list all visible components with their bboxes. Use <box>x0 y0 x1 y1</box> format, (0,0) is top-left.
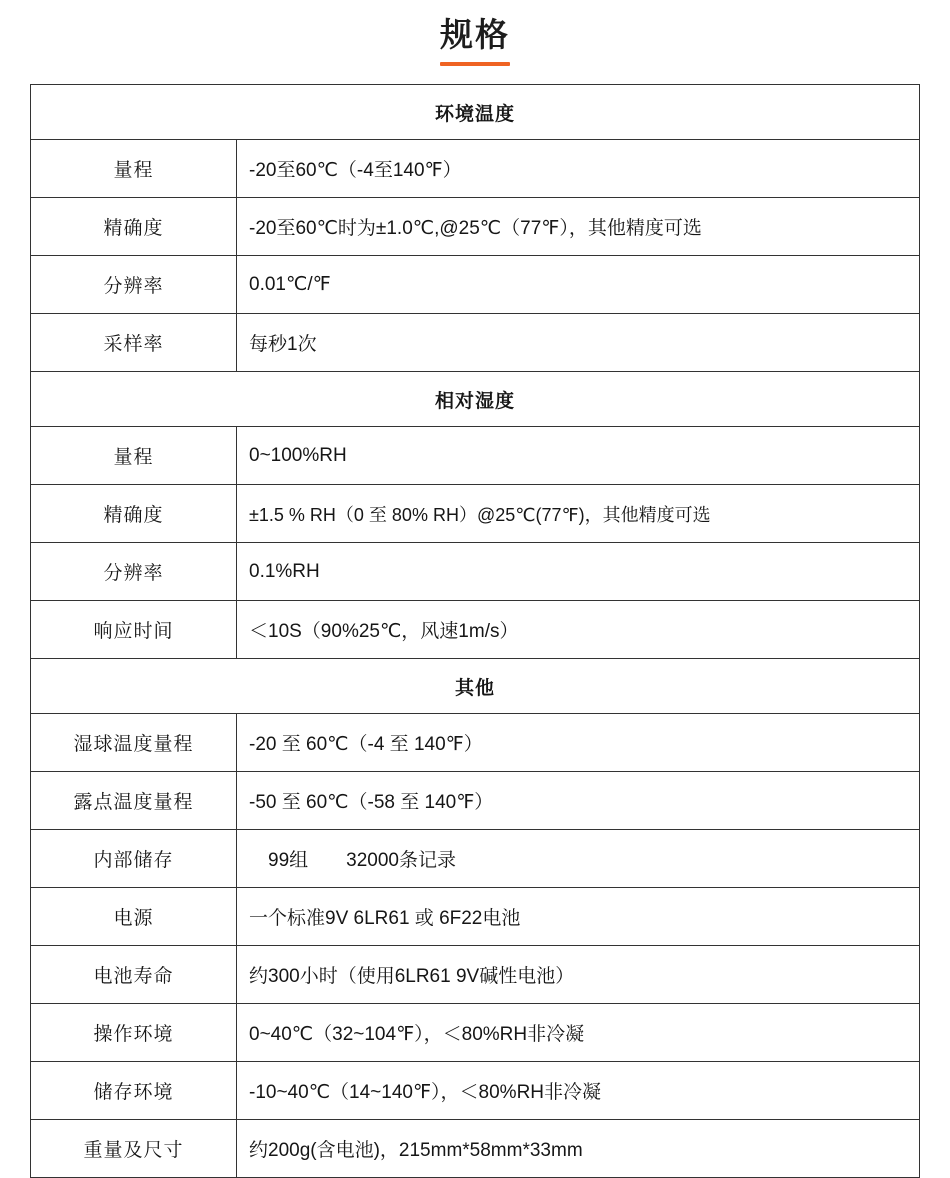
row-value: 一个标准9V 6LR61 或 6F22电池 <box>237 888 920 946</box>
table-row <box>31 198 920 256</box>
row-value: 0.1%RH <box>237 543 920 601</box>
section-header-row <box>31 85 920 140</box>
row-value: ±1.5 % RH（0 至 80% RH）@25℃(77℉)，其他精度可选 <box>237 485 920 543</box>
table-row <box>31 140 920 198</box>
section-header-row <box>31 372 920 427</box>
row-label: 操作环境 <box>31 1004 237 1062</box>
row-label: 分辨率 <box>31 543 237 601</box>
row-label: 量程 <box>31 140 237 198</box>
specifications-table <box>30 84 920 1178</box>
row-label: 量程 <box>31 427 237 485</box>
row-value: 0~100%RH <box>237 427 920 485</box>
row-value: 约200g(含电池)，215mm*58mm*33mm <box>237 1120 920 1178</box>
row-value: 约300小时（使用6LR61 9V碱性电池） <box>237 946 920 1004</box>
page-title: 规格 <box>440 16 510 53</box>
table-row <box>31 314 920 372</box>
row-label: 重量及尺寸 <box>31 1120 237 1178</box>
row-label: 电池寿命 <box>31 946 237 1004</box>
row-value: -10~40℃（14~140℉），＜80%RH非冷凝 <box>237 1062 920 1120</box>
table-row <box>31 888 920 946</box>
section-heading: 环境温度 <box>31 85 920 140</box>
table-row <box>31 543 920 601</box>
title-underline <box>440 62 510 66</box>
row-label: 采样率 <box>31 314 237 372</box>
table-row <box>31 1120 920 1178</box>
section-heading: 其他 <box>31 659 920 714</box>
section-header-row <box>31 659 920 714</box>
row-label: 湿球温度量程 <box>31 714 237 772</box>
row-value: -20至60℃（-4至140℉） <box>237 140 920 198</box>
row-label: 分辨率 <box>31 256 237 314</box>
page-title-block <box>0 0 950 70</box>
row-value: -50 至 60℃（-58 至 140℉） <box>237 772 920 830</box>
row-value: 99组 32000条记录 <box>237 830 920 888</box>
row-label: 露点温度量程 <box>31 772 237 830</box>
row-value: 0.01℃/℉ <box>237 256 920 314</box>
row-label: 精确度 <box>31 198 237 256</box>
row-value: -20至60℃时为±1.0℃,@25℃（77℉），其他精度可选 <box>237 198 920 256</box>
row-label: 响应时间 <box>31 601 237 659</box>
row-value: ＜10S（90%25℃，风速1m/s） <box>237 601 920 659</box>
table-row <box>31 601 920 659</box>
section-heading: 相对湿度 <box>31 372 920 427</box>
row-value: 每秒1次 <box>237 314 920 372</box>
table-row <box>31 485 920 543</box>
table-row <box>31 830 920 888</box>
table-row <box>31 772 920 830</box>
row-label: 精确度 <box>31 485 237 543</box>
row-label: 内部储存 <box>31 830 237 888</box>
table-row <box>31 427 920 485</box>
table-row <box>31 1062 920 1120</box>
row-value: -20 至 60℃（-4 至 140℉） <box>237 714 920 772</box>
row-label: 储存环境 <box>31 1062 237 1120</box>
table-row <box>31 946 920 1004</box>
row-label: 电源 <box>31 888 237 946</box>
table-row <box>31 714 920 772</box>
row-value: 0~40℃（32~104℉），＜80%RH非冷凝 <box>237 1004 920 1062</box>
table-row <box>31 1004 920 1062</box>
table-row <box>31 256 920 314</box>
